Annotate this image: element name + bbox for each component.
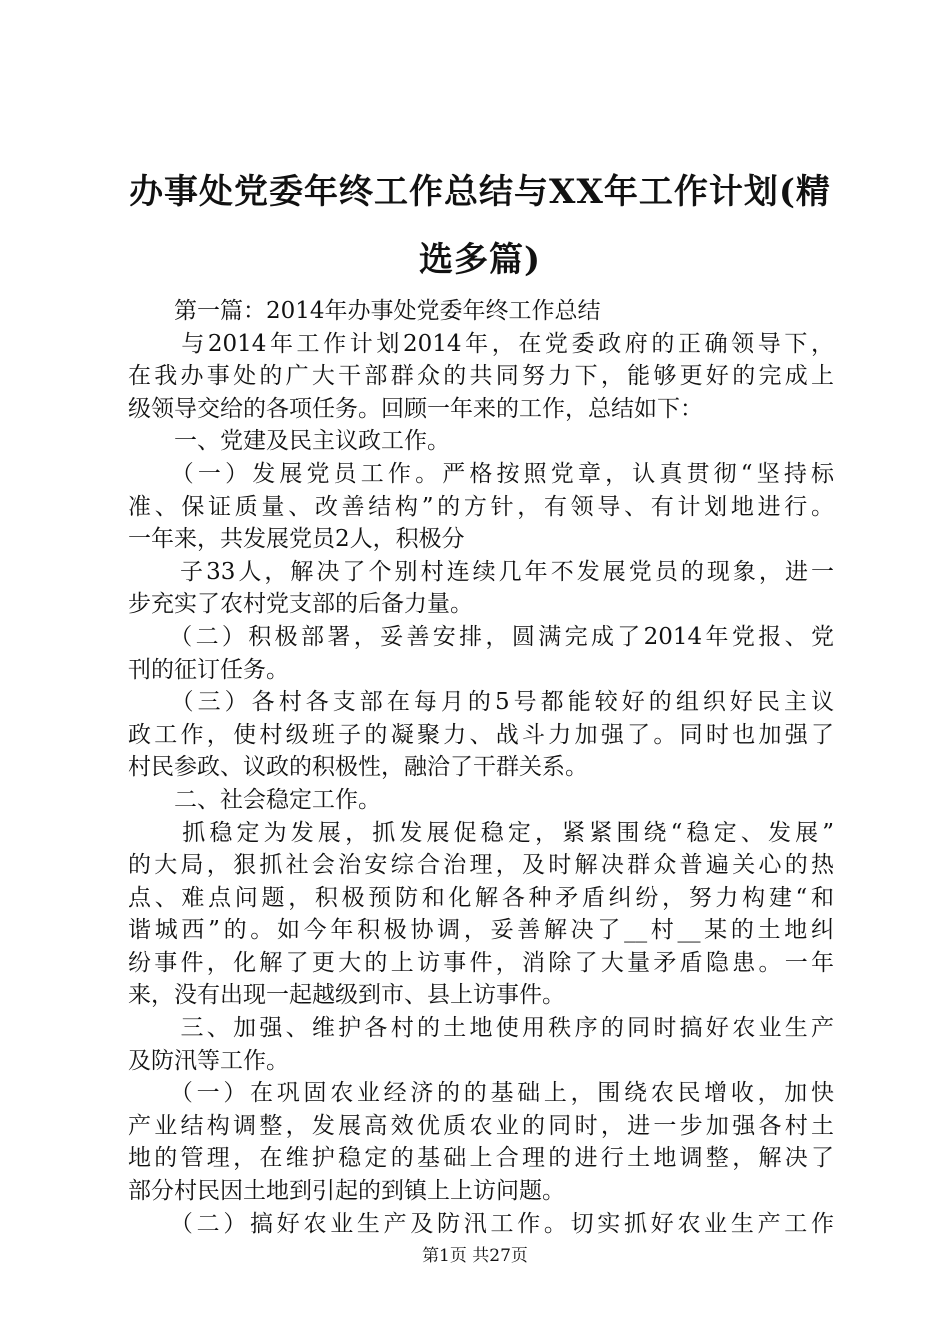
body-line: 纷事件，化解了更大的上访事件，消除了大量矛盾隐患。一年 <box>128 949 834 976</box>
body-line: 产业结构调整，发展高效优质农业的同时，进一步加强各村土 <box>128 1112 834 1139</box>
body-line: 三、加强、维护各村的土地使用秩序的同时搞好农业生产 <box>128 1015 834 1042</box>
body-line: 的大局，狠抓社会治安综合治理，及时解决群众普遍关心的热 <box>128 852 834 879</box>
body-line: 来，没有出现一起越级到市、县上访事件。 <box>128 982 565 1009</box>
body-line: 子33人，解决了个别村连续几年不发展党员的现象，进一 <box>128 558 834 585</box>
body-line: 步充实了农村党支部的后备力量。 <box>128 591 473 618</box>
body-line: （三）各村各支部在每月的5号都能较好的组织好民主议 <box>128 689 834 716</box>
document-title <box>120 158 840 294</box>
document-body <box>128 295 834 1240</box>
body-line: 与2014年工作计划2014年，在党委政府的正确领导下， <box>128 330 834 357</box>
body-line: 一、党建及民主议政工作。 <box>128 428 450 455</box>
page-footer: 第1页 共27页 <box>422 1246 528 1266</box>
body-line: 刊的征订任务。 <box>128 656 289 683</box>
body-line: 点、难点问题，积极预防和化解各种矛盾纠纷，努力构建“和 <box>128 884 834 911</box>
body-line: 地的管理，在维护稳定的基础上合理的进行土地调整，解决了 <box>128 1145 834 1172</box>
body-line: 第一篇：2014年办事处党委年终工作总结 <box>128 298 601 324</box>
body-line: （二）积极部署，妥善安排，圆满完成了2014年党报、党 <box>128 623 834 650</box>
title-line-2: 选多篇) <box>418 240 542 280</box>
title-line-1: 办事处党委年终工作总结与XX年工作计划(精 <box>129 172 831 212</box>
body-line: 村民参政、议政的积极性，融洽了干群关系。 <box>128 754 588 781</box>
body-line: 抓稳定为发展，抓发展促稳定，紧紧围绕“稳定、发展” <box>128 819 834 846</box>
body-line: （一）发展党员工作。严格按照党章，认真贯彻“坚持标 <box>128 460 834 487</box>
body-line: 及防汛等工作。 <box>128 1047 289 1074</box>
body-line: （二）搞好农业生产及防汛工作。切实抓好农业生产工作 <box>128 1210 834 1237</box>
body-line: 一年来，共发展党员2人，积极分 <box>128 526 465 553</box>
body-line: 准、保证质量、改善结构”的方针，有领导、有计划地进行。 <box>128 493 834 520</box>
body-line: 部分村民因土地到引起的到镇上上访问题。 <box>128 1178 565 1205</box>
body-line: 在我办事处的广大干部群众的共同努力下，能够更好的完成上 <box>128 363 834 390</box>
body-line: 二、社会稳定工作。 <box>128 786 381 813</box>
body-line: 级领导交给的各项任务。回顾一年来的工作，总结如下： <box>128 395 703 422</box>
body-line: 政工作，使村级班子的凝聚力、战斗力加强了。同时也加强了 <box>128 721 834 748</box>
body-line: （一）在巩固农业经济的的基础上，围绕农民增收，加快 <box>128 1080 834 1107</box>
body-line: 谐城西”的。如今年积极协调，妥善解决了__村__某的土地纠 <box>128 917 834 944</box>
